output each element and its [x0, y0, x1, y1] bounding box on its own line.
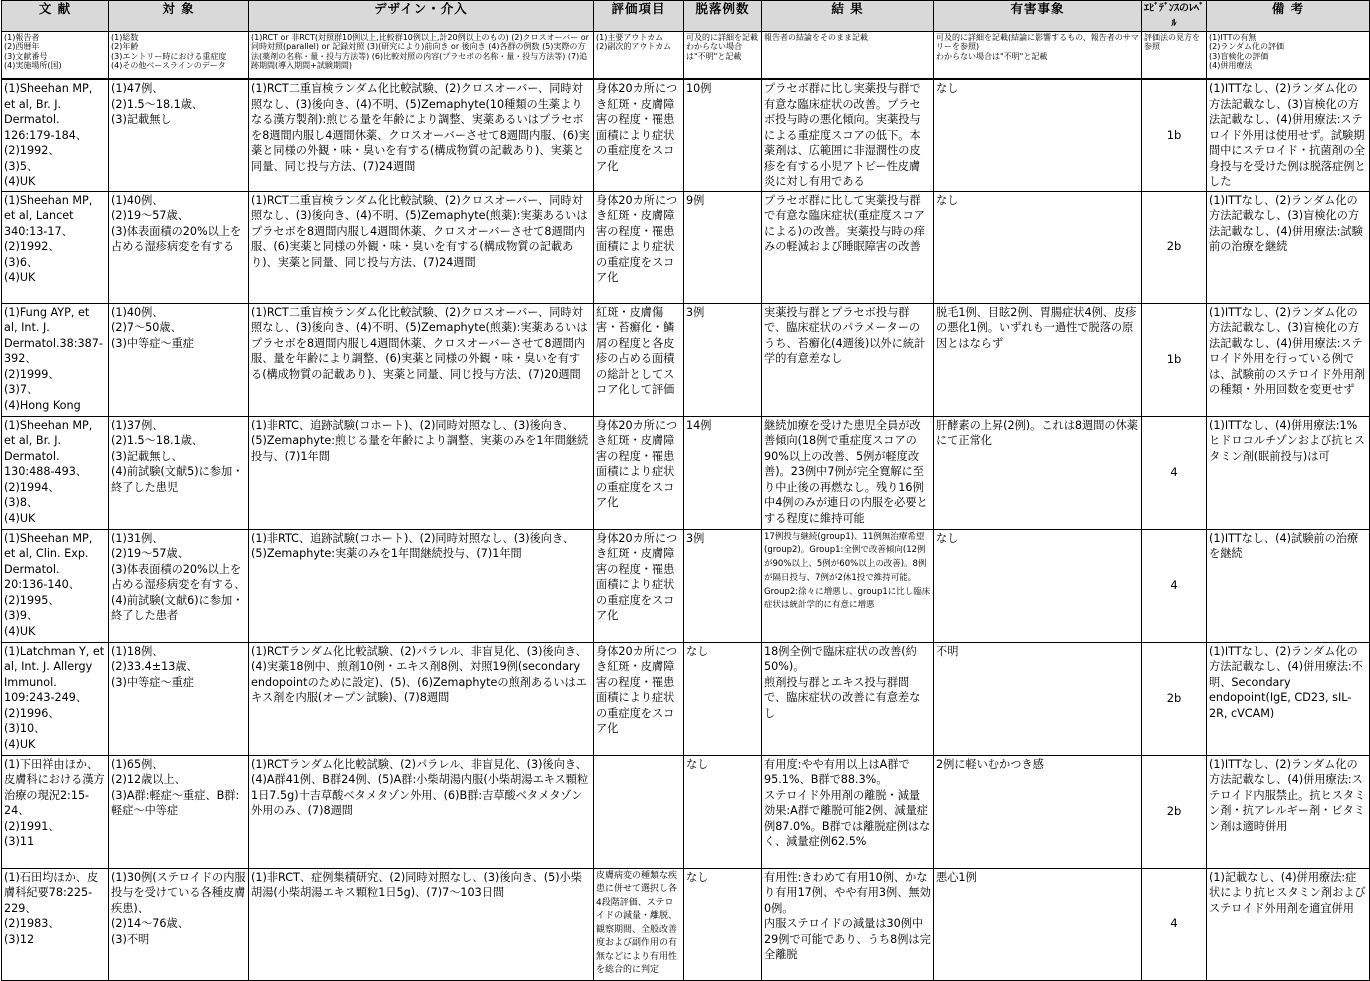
cell-note: (1)ITTなし、(2)ランダム化の方法記載なし、(3)盲検化の方法記載なし、(4)併用療法:ステロイド外用を行っている例では、試験前のステロイド外用剤の種類・外用回数を変更せず — [1207, 303, 1370, 416]
cell-adverse: 不明 — [934, 642, 1142, 755]
evidence-table — [1, 0, 1370, 981]
cell-dropout: なし — [684, 868, 762, 980]
cell-dropout: なし — [684, 755, 762, 868]
cell-result: 18例全例で臨床症状の改善(約50%)。 煎剤投与群とエキス投与群間で、臨床症状の改善に有意差なし — [762, 642, 934, 755]
cell-eval: 身体20カ所につき紅斑・皮膚障害の程度・罹患面積により症状の重症度をスコア化 — [594, 416, 684, 529]
header-design: デザイン・介入 — [249, 1, 594, 32]
header-eval: 評価項目 — [594, 1, 684, 32]
cell-dropout: 14例 — [684, 416, 762, 529]
cell-note: (1)ITTなし、(2)ランダム化の方法記載なし、(3)盲検化の方法記載なし、(4)併用療法:試験前の治療を継続 — [1207, 191, 1370, 303]
cell-eval: 身体20カ所につき紅斑・皮膚障害の程度・罹患面積により症状の重症度をスコア化 — [594, 79, 684, 191]
cell-ref: (1)Latchman Y, et al, Int. J. Allergy Immunol. 109:243-249、 (2)1996、 (3)10、 (4)UK — [2, 642, 109, 755]
cell-design: (1)RCT二重盲検ランダム化比較試験、(2)クロスオーバー、同時対照なし、(3)後向き、(4)不明、(5)Zemaphyte(煎薬):実薬あるいはプラセボを8週間内服し4週間休薬、クロスオーバーさせて8週間内服、(6)実薬と同様の外観・味・臭いを有する(構成物質の記載あり)、実薬と同量、同じ投与方法、(7)24週間 — [249, 191, 594, 303]
cell-eval — [594, 755, 684, 868]
cell-level: 2b — [1142, 642, 1207, 755]
subheader-eval: (1)主要アウトカム (2)副次的アウトカム — [594, 32, 684, 80]
cell-note: (1)記載なし、(4)併用療法:症状により抗ヒスタミン剤およびステロイド外用剤を適宜併用 — [1207, 868, 1370, 980]
header-adverse: 有害事象 — [934, 1, 1142, 32]
cell-subject: (1)40例、 (2)7～50歳、 (3)中等症～重症 — [109, 303, 249, 416]
cell-level: 4 — [1142, 868, 1207, 980]
subheader-row — [2, 32, 1370, 80]
cell-subject: (1)65例、 (2)12歳以上、 (3)A群:軽症～重症、B群:軽症～中等症 — [109, 755, 249, 868]
header-row — [2, 1, 1370, 32]
cell-result: 有用性:きわめて有用10例、かなり有用17例、やや有用3例、無効0例。 内服ステロイドの減量は30例中29例で可能であり、うち8例は完全離脱 — [762, 868, 934, 980]
cell-design: (1)RCTランダム化比較試験、(2)パラレル、非盲見化、(3)後向き、(4)A群41例、B群24例、(5)A群:小柴胡湯内服(小柴胡湯エキス顆粒1日7.5g)十吉草酸ベタメタゾン外用、(6)B群:吉草酸ベタメタゾン外用のみ、(7)8週間 — [249, 755, 594, 868]
cell-note: (1)ITTなし、(4)試験前の治療を継続 — [1207, 529, 1370, 642]
cell-subject: (1)47例、 (2)1.5～18.1歳、 (3)記載無し — [109, 79, 249, 191]
cell-adverse: なし — [934, 191, 1142, 303]
cell-adverse: なし — [934, 529, 1142, 642]
cell-dropout: なし — [684, 642, 762, 755]
cell-level: 2b — [1142, 191, 1207, 303]
table-row — [2, 303, 1370, 416]
table-row — [2, 529, 1370, 642]
table-row — [2, 79, 1370, 191]
subheader-subject: (1)総数 (2)年齢 (3)エントリー時における重症度 (4)その他ベースラインのデータ — [109, 32, 249, 80]
header-ref: 文 献 — [2, 1, 109, 32]
table-row — [2, 191, 1370, 303]
cell-adverse: 脱毛1例、目眩2例、胃腸症状4例、皮疹の悪化1例。いずれも一過性で脱落の原因とはならず — [934, 303, 1142, 416]
cell-ref: (1)Sheehan MP, et al, Br. J. Dermatol. 126:179-184、 (2)1992、 (3)5、 (4)UK — [2, 79, 109, 191]
subheader-result: 報告者の結論をそのまま記載 — [762, 32, 934, 80]
cell-adverse: 2例に軽いむかつき感 — [934, 755, 1142, 868]
subheader-note: (1)ITTの有無 (2)ランダム化の評価 (3)盲検化の評価 (4)併用療法 — [1207, 32, 1370, 80]
cell-result: 有用度:やや有用以上はA群で95.1%、B群で88.3%。 ステロイド外用剤の離脱・減量効果:A群で離脱可能2例、減量症例87.0%。B群では離脱症例はなく、減量症例62.5% — [762, 755, 934, 868]
cell-subject: (1)31例、 (2)19～57歳、 (3)体表面積の20%以上を占める湿疹病変を有する、 (4)前試験(文献6)に参加・終了した患者 — [109, 529, 249, 642]
cell-ref: (1)Sheehan MP, et al, Br. J. Dermatol. 130:488-493、 (2)1994、 (3)8、 (4)UK — [2, 416, 109, 529]
cell-adverse: 悪心1例 — [934, 868, 1142, 980]
subheader-design: (1)RCT or 非RCT(対照群10例以上,比較群10例以上,計20例以上のもの) (2)クロスオーバー or 同時対照(parallel) or 記録対照 (3)(研究により)前向き or 後向き (4)各群の例数 (5)実際の方法(薬剤の名称・量・投与方法等) (6)比較対照の内容(プラセボの名称・量・投与方法等) (7)追跡期間(導入期間+試験期間) — [249, 32, 594, 80]
header-note: 備 考 — [1207, 1, 1370, 32]
cell-design: (1)非RTC、追跡試験(コホート)、(2)同時対照なし、(3)後向き、(5)Zemaphyte:煎じる量を年齢により調整、実薬のみを1年間継続投与、(7)1年間 — [249, 416, 594, 529]
cell-dropout: 3例 — [684, 529, 762, 642]
cell-level: 2b — [1142, 755, 1207, 868]
cell-design: (1)RCT二重盲検ランダム化比較試験、(2)クロスオーバー、同時対照なし、(3)後向き、(4)不明、(5)Zemaphyte(煎薬):実薬あるいはプラセボを8週間内服し4週間休薬、クロスオーバーさせて8週間内服、量を年齢により調整、(6)実薬と同様の外観・味・臭いを有する(構成物質の記載あり)、実薬と同量、同じ投与方法、(7)20週間 — [249, 303, 594, 416]
header-dropout: 脱落例数 — [684, 1, 762, 32]
cell-ref: (1)下田祥由ほか、皮膚科における漢方治療の現況2:15-24、 (2)1991、 (3)11 — [2, 755, 109, 868]
cell-result: プラセボ群に比し実薬投与群で有意な臨床症状の改善。プラセボ投与時の悪化傾向。実薬投与による重症度スコアの低下。本薬剤は、広範囲に非湿潤性の皮疹を有する小児アトピー性皮膚炎に対し有用である — [762, 79, 934, 191]
cell-ref: (1)Fung AYP, et al, Int. J. Dermatol.38:387-392、 (2)1999、 (3)7、 (4)Hong Kong — [2, 303, 109, 416]
cell-eval: 身体20カ所につき紅斑・皮膚障害の程度・罹患面積により症状の重症度をスコア化 — [594, 642, 684, 755]
cell-dropout: 10例 — [684, 79, 762, 191]
cell-design: (1)RCTランダム化比較試験、(2)パラレル、非盲見化、(3)後向き、(4)実薬18例中、煎剤10例・エキス剤8例、対照19例(secondary endopointのために設定)、(5)、(6)Zemaphyteの煎剤あるいはエキス剤を内服(オープン試験)、(7)8週間 — [249, 642, 594, 755]
cell-adverse: 肝酵素の上昇(2例)。これは8週間の休薬にて正常化 — [934, 416, 1142, 529]
subheader-level: 評価法の見方を参照 — [1142, 32, 1207, 80]
subheader-ref: (1)報告者 (2)西暦年 (3)文献番号 (4)実施場所(国) — [2, 32, 109, 80]
cell-level: 4 — [1142, 529, 1207, 642]
cell-level: 1b — [1142, 79, 1207, 191]
cell-design: (1)非RCT、症例集積研究、(2)同時対照なし、(3)後向き、(5)小柴胡湯(小柴胡湯エキス顆粒1日5g)、(7)7～103日間 — [249, 868, 594, 980]
header-subject: 対 象 — [109, 1, 249, 32]
table-row — [2, 416, 1370, 529]
cell-dropout: 9例 — [684, 191, 762, 303]
cell-result: 継続加療を受けた患児全員が改善傾向(18例で重症度スコアの90%以上の改善、5例が軽度改善)。23例中7例が完全寛解に至り中止後の再燃なし。残り16例中4例のみが連日の内服を必要とする程度に維持可能 — [762, 416, 934, 529]
cell-dropout: 3例 — [684, 303, 762, 416]
cell-eval: 身体20カ所につき紅斑・皮膚障害の程度・罹患面積により症状の重症度をスコア化 — [594, 191, 684, 303]
cell-ref: (1)石田均ほか、皮膚科紀要78:225-229、 (2)1983、 (3)12 — [2, 868, 109, 980]
cell-note: (1)ITTなし、(2)ランダム化の方法記載なし、(4)併用療法:不明、Secondary endopoint(IgE, CD23, sIL-2R, cVCAM) — [1207, 642, 1370, 755]
cell-result: プラセボ群に比して実薬投与群で有意な臨床症状(重症度スコアによる)の改善。実薬投与時の痒みの軽減および睡眠障害の改善 — [762, 191, 934, 303]
table-row — [2, 755, 1370, 868]
table-row — [2, 642, 1370, 755]
cell-result: 17例投与継続(group1)、11例無治療希望(group2)。Group1:全例で改善傾向(12例が90%以上、5例が60%以上の改善)。8例が隔日投与、7例が2休1投で維持可能。Group2:徐々に増悪し、group1に比し臨床症状は統計学的に有意に増悪 — [762, 529, 934, 642]
cell-ref: (1)Sheehan MP, et al, Lancet 340:13-17、 (2)1992、 (3)6、 (4)UK — [2, 191, 109, 303]
cell-note: (1)ITTなし、(2)ランダム化の方法記載なし、(4)併用療法:ステロイド内服禁止。抗ヒスタミン剤・抗アレルギー剤・ビタミン剤は適時併用 — [1207, 755, 1370, 868]
cell-subject: (1)37例、 (2)1.5～18.1歳、 (3)記載無し、 (4)前試験(文献5)に参加・終了した患児 — [109, 416, 249, 529]
cell-eval: 紅斑・皮膚傷害・苔癬化・鱗屑の程度と各皮疹の占める面積の総計としてスコア化して評価 — [594, 303, 684, 416]
cell-eval: 皮膚病変の種類な疾患に併せて選択し各4段階評価、ステロイドの減量・離脱、観察期間、全般改善度および副作用の有無などにより有用性を総合的に判定 — [594, 868, 684, 980]
header-level: ｴﾋﾞﾃﾞﾝｽのﾚﾍﾞﾙ — [1142, 1, 1207, 32]
cell-subject: (1)40例、 (2)19～57歳、 (3)体表面積の20%以上を占める湿疹病変を有する — [109, 191, 249, 303]
cell-adverse: なし — [934, 79, 1142, 191]
subheader-adverse: 可及的に詳細を記載(結論に影響するもの、報告者のサマリーを参照) わからない場合は"不明"と記載 — [934, 32, 1142, 80]
cell-result: 実薬投与群とプラセボ投与群で、臨床症状のパラメーターのうち、苔癬化(4週後)以外に統計学的有意差なし — [762, 303, 934, 416]
cell-note: (1)ITTなし、(2)ランダム化の方法記載なし、(3)盲検化の方法記載なし、(4)併用療法:ステロイド外用は使用せず。試験期間中にステロイド・抗菌剤の全身投与を受けた例は脱落症例とした — [1207, 79, 1370, 191]
cell-eval: 身体20カ所につき紅斑・皮膚障害の程度・罹患面積により症状の重症度をスコア化 — [594, 529, 684, 642]
header-result: 結 果 — [762, 1, 934, 32]
cell-ref: (1)Sheehan MP, et al, Clin. Exp. Dermatol. 20:136-140、 (2)1995、 (3)9、 (4)UK — [2, 529, 109, 642]
cell-level: 4 — [1142, 416, 1207, 529]
cell-note: (1)ITTなし、(4)併用療法:1%ヒドロコルチゾンおよび抗ヒスタミン剤(眠前投与)は可 — [1207, 416, 1370, 529]
subheader-dropout: 可及的に詳細を記載 わからない場合は"不明"と記載 — [684, 32, 762, 80]
cell-design: (1)RCT二重盲検ランダム化比較試験、(2)クロスオーバー、同時対照なし、(3)後向き、(4)不明、(5)Zemaphyte(10種類の生薬よりなる漢方製剤):煎じる量を年齢により調整、実薬あるいはプラセボを8週間内服し4週間休薬、クロスオーバーさせて8週間内服、(6)実薬と同様の外観・味・臭いを有する(構成物質の記載あり)、実薬と同量、同じ投与方法、(7)24週間 — [249, 79, 594, 191]
cell-subject: (1)18例、 (2)33.4±13歳、 (3)中等症～重症 — [109, 642, 249, 755]
cell-design: (1)非RTC、追跡試験(コホート)、(2)同時対照なし、(3)後向き、(5)Zemaphyte:実薬のみを1年間継続投与、(7)1年間 — [249, 529, 594, 642]
cell-subject: (1)30例(ステロイドの内服投与を受けている各種皮膚疾患)、 (2)14～76歳、 (3)不明 — [109, 868, 249, 980]
cell-level: 1b — [1142, 303, 1207, 416]
table-row — [2, 868, 1370, 980]
